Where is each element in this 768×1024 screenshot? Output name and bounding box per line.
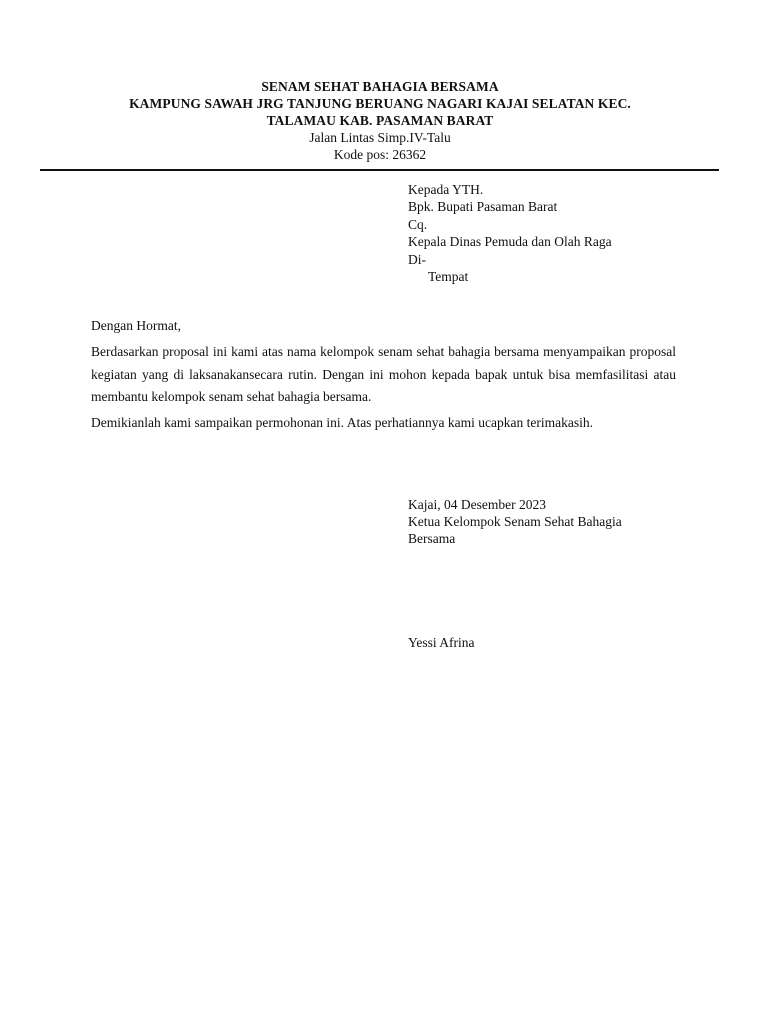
letterhead-address: Jalan Lintas Simp.IV-Talu	[309, 130, 451, 145]
recipient-di: Di-	[408, 251, 426, 267]
place-date: Kajai, 04 Desember 2023	[408, 497, 546, 512]
signer-role-line2: Bersama	[408, 531, 456, 546]
recipient-cq: Cq.	[408, 216, 428, 232]
signer-role-line1: Ketua Kelompok Senam Sehat Bahagia	[408, 514, 622, 529]
letterhead-regency-line: TALAMAU KAB. PASAMAN BARAT	[266, 113, 494, 128]
letterhead-postal-code: Kode pos: 26362	[333, 147, 427, 162]
body-paragraph: Berdasarkan proposal ini kami atas nama kelompok senam sehat bahagia bersama menyampaikan proposal kegiatan yang di laksanakansecara rutin. Dengan ini mohon kepada bapak untuk bisa memfasilitasi atau membantu kelompok senam sehat bahagia bersama.	[91, 344, 676, 404]
recipient-department: Kepala Dinas Pemuda dan Olah Raga	[408, 234, 612, 250]
letterhead-organization: SENAM SEHAT BAHAGIA BERSAMA	[261, 79, 499, 94]
signoff-block	[408, 496, 668, 547]
recipient-block	[408, 181, 612, 285]
recipient-salutation: Kepada YTH.	[408, 182, 484, 197]
letterhead-divider	[40, 169, 719, 171]
greeting: Dengan Hormat,	[91, 318, 181, 333]
signer-name: Yessi Afrina	[408, 635, 475, 650]
letterhead	[40, 78, 720, 163]
recipient-name: Bpk. Bupati Pasaman Barat	[408, 199, 558, 215]
letterhead-location-line: KAMPUNG SAWAH JRG TANJUNG BERUANG NAGARI KAJAI SELATAN KEC.	[129, 96, 631, 111]
recipient-place: Tempat	[428, 269, 469, 285]
closing-paragraph: Demikianlah kami sampaikan permohonan ini. Atas perhatiannya kami ucapkan terimakasih.	[91, 415, 593, 430]
